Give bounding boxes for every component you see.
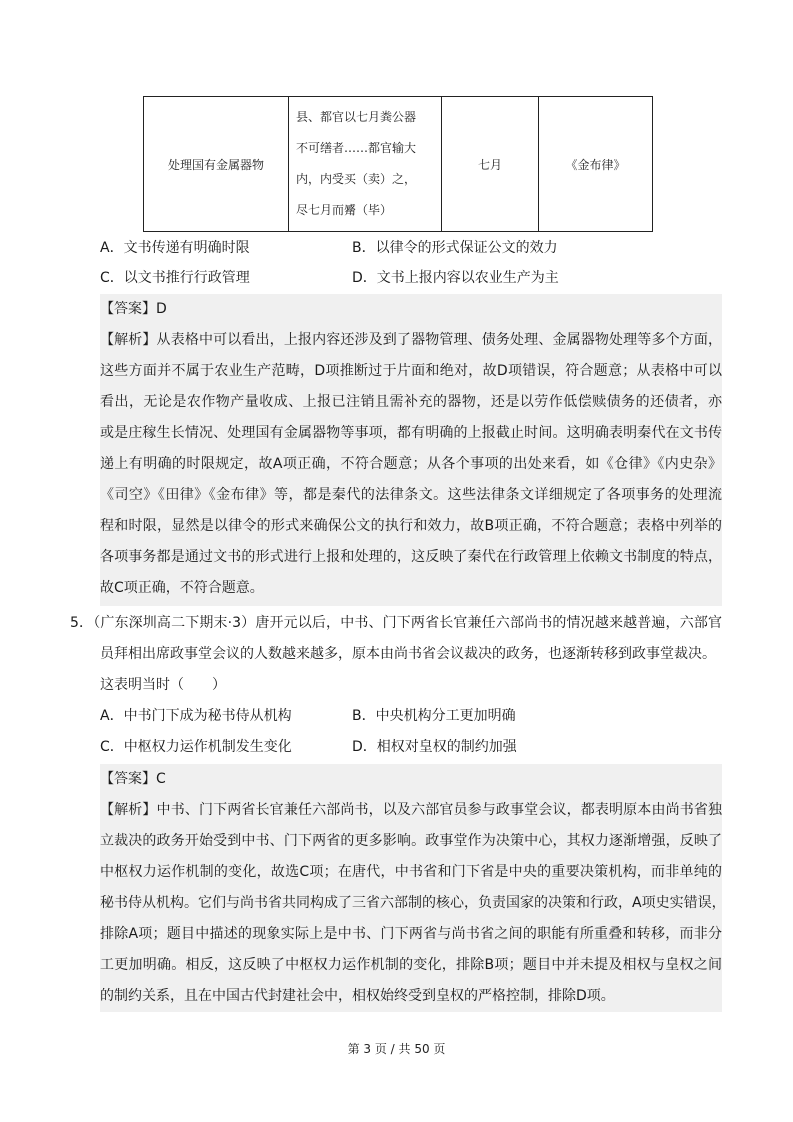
page-footer: 第 3 页 / 共 50 页 (347, 1042, 446, 1056)
q5-option-c: C．中枢权力运作机制发生变化 (100, 739, 292, 755)
q4-option-c: C．以文书推行行政管理 (100, 270, 250, 286)
table-cell-deadline (442, 97, 538, 231)
q4-option-b: B．以律令的形式保证公文的效力 (352, 240, 558, 256)
q4-option-d: D．文书上报内容以农业生产为主 (352, 270, 559, 286)
q4-analysis-line: 各项事务都是通过文书的形式进行上报和处理的，这反映了秦代在行政管理上依赖文书制度的特点， (100, 549, 722, 565)
table-cell-content (296, 97, 438, 231)
q5-analysis-line: 排除A项；题目中描述的现象实际上是中书、门下两省与尚书省之间的职能有所重叠和转移，而非分 (100, 926, 722, 942)
q5-option-b: B．中央机构分工更加明确 (352, 708, 516, 724)
law-table (143, 96, 653, 232)
table-content-line: 不可缮者……都官输大 (296, 141, 417, 155)
table-divider (288, 97, 289, 231)
q5-answer-analysis (100, 764, 726, 1012)
q4-answer: 【答案】D (100, 301, 167, 317)
table-content-line: 县、都官以七月粪公器 (296, 110, 417, 124)
q5-answer: 【答案】C (100, 771, 166, 787)
q5-analysis-line: 秘书侍从机构。它们与尚书省共同构成了三省六部制的核心，负责国家的决策和行政，A项史实错误， (100, 895, 726, 911)
q5-stem (70, 608, 722, 701)
q5-analysis-line: 工更加明确。相反，这反映了中枢权力运作机制的变化，排除B项；题目中并未提及相权与皇权之间 (100, 957, 722, 973)
q4-analysis-line: 程和时限，显然是以律令的形式来确保公文的执行和效力，故B项正确，不符合题意；表格中列举的 (100, 518, 722, 534)
q5-analysis-line: 【解析】中书、门下两省长官兼任六部尚书，以及六部官员参与政事堂会议，都表明原本由尚书省独 (100, 802, 722, 818)
table-item-text: 处理国有金属器物 (167, 157, 264, 172)
table-source-text: 《金布律》 (565, 157, 626, 172)
q5-option-d: D．相权对皇权的制约加强 (352, 739, 517, 755)
q4-analysis-line: 这些方面并不属于农业生产范畴，D项推断过于片面和绝对，故D项错误，符合题意；从表格中可以 (100, 363, 722, 379)
q4-analysis-line: 故C项正确，不符合题意。 (100, 580, 264, 596)
q5-analysis-line: 立裁决的政务开始受到中书、门下两省的更多影响。政事堂作为决策中心，其权力逐渐增强，反映了 (100, 833, 722, 849)
q5-analysis-line: 的制约关系，且在中国古代封建社会中，相权始终受到皇权的严格控制，排除D项。 (100, 988, 615, 1004)
table-cell-source (539, 97, 652, 231)
q4-answer-analysis (100, 294, 722, 604)
q4-analysis-line: 【解析】从表格中可以看出，上报内容还涉及到了器物管理、债务处理、金属器物处理等多个方面， (100, 332, 722, 348)
q4-analysis-line: 《司空》《田律》《金布律》等，都是秦代的法律条文。这些法律条文详细规定了各项事务的处理流 (100, 487, 722, 503)
q4-analysis-line: 或是庄稼生长情况、处理国有金属器物等事项，都有明确的上报截止时间。这明确表明秦代在文书传 (100, 425, 722, 441)
table-deadline-text: 七月 (477, 157, 502, 172)
q4-analysis-line: 看出，无论是农作物产量收成、上报已注销且需补充的器物，还是以劳作低偿赎债务的还债者，亦 (100, 394, 722, 410)
q4-analysis-line: 递上有明确的时限规定，故A项正确，不符合题意；从各个事项的出处来看，如《仓律》《内史杂》 (100, 456, 722, 472)
table-cell-item (144, 97, 288, 231)
q5-stem-line: 员拜相出席政事堂会议的人数越来越多，原本由尚书省会议裁决的政务，也逐渐转移到政事堂裁决。 (100, 646, 716, 662)
q4-option-a: A．文书传递有明确时限 (100, 240, 250, 256)
q5-stem-line: 5．（广东深圳高二下期末·3）唐开元以后，中书、门下两省长官兼任六部尚书的情况越来越普遍，六部官 (70, 615, 722, 631)
q5-option-a: A．中书门下成为秘书侍从机构 (100, 708, 292, 724)
table-content-line: 尽七月而觱（毕） (296, 203, 393, 217)
table-content-line: 内，内受买（卖）之， (296, 172, 417, 186)
q5-analysis-line: 中枢权力运作机制的变化，故选C项；在唐代，中书省和门下省是中央的重要决策机构，而非单纯的 (100, 864, 722, 880)
q5-stem-line: 这表明当时（ ） (100, 677, 226, 693)
